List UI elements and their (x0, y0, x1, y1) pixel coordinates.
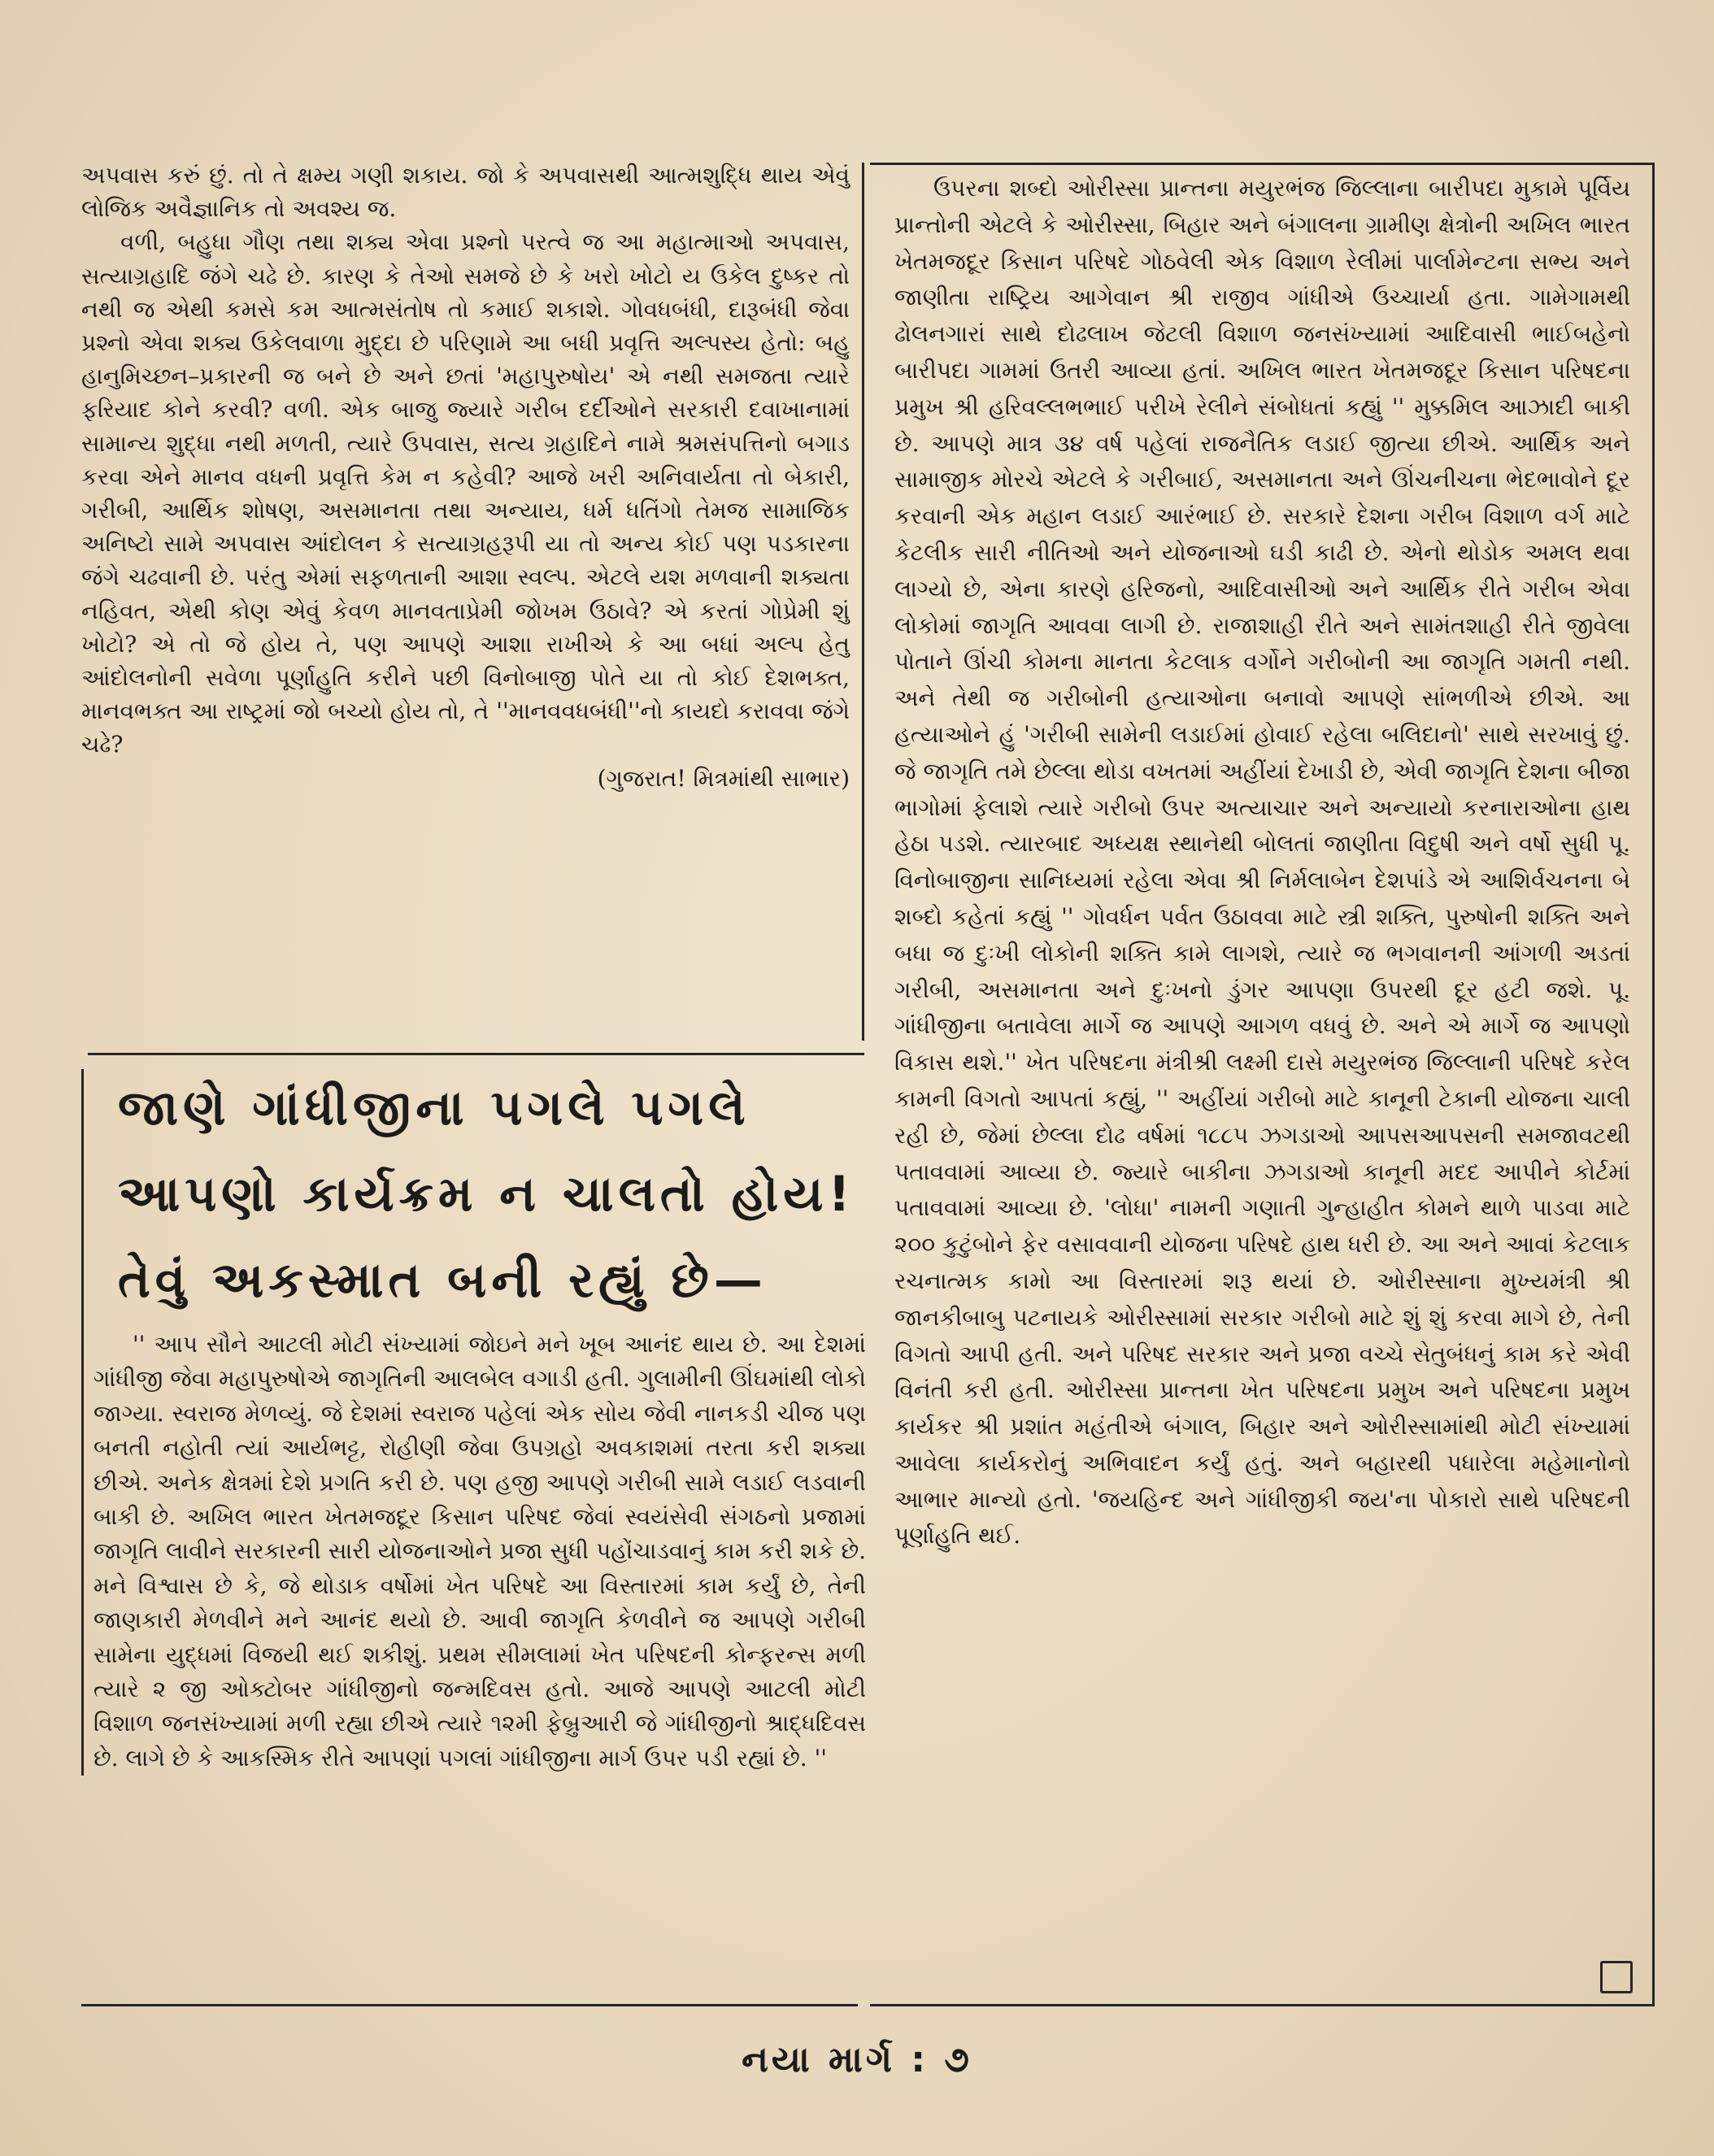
column-divider-vertical (862, 163, 864, 1041)
left-column-article (81, 159, 850, 796)
bottom-rule-left (81, 2004, 858, 2006)
feature-article (81, 1069, 866, 1776)
section-divider-horizontal (88, 1053, 864, 1055)
frame-bottom-right (870, 2004, 1655, 2006)
headline-line-1: જાણે ગાંધીજીના પગલે પગલે (118, 1080, 750, 1137)
page-footer: નયા માર્ગ : ૭ (742, 2039, 972, 2080)
end-mark-icon (1600, 1961, 1633, 1993)
headline-line-3: તેવું અકસ્માત બની રહ્યું છે— (118, 1252, 768, 1309)
headline-line-2: આપણો કાર્યક્રમ ન ચાલતો હોય! (118, 1166, 855, 1223)
left-paragraph-2: વળી, બહુધા ગૌણ તથા શક્ય એવા પ્રશ્નો પરત્વે જ આ મહાત્માઓ અપવાસ, સત્યાગ્રહાદિ જંગે ચઢે છે. કારણ કે તેઓ સમજે છે કે ખરો ખોટો ય ઉકેલ દુષ્કર તો નથી જ એથી કમસે કમ આત્મસંતોષ તો કમાઈ શકાશે. ગોવધબંધી, દારૂબંધી જેવા પ્રશ્નો એવા શક્ય ઉકેલવાળા મુદ્દા છે પરિણામે આ બધી પ્રવૃત્તિ અલ્પસ્ય હેતો: બહુ હાનુમિચ્છન–પ્રકારની જ બને છે અને છતાં 'મહાપુરુષોય' એ નથી સમજતા ત્યારે ફરિયાદ કોને કરવી? વળી. એક બાજુ જ્યારે ગરીબ દર્દીઓને સરકારી દવાખાનામાં સામાન્ય શુદ્ધા નથી મળતી, ત્યારે ઉપવાસ, સત્ય ગ્રહાદિને નામે શ્રમસંપત્તિનો બગાડ કરવા એને માનવ વધની પ્રવૃત્તિ કેમ ન કહેવી? આજે ખરી અનિવાર્યતા તો બેકારી, ગરીબી, આર્થિક શોષણ, અસમાનતા તથા અન્યાય, ધર્મ ધતિંગો તેમજ સામાજિક અનિષ્ટો સામે અપવાસ આંદોલન કે સત્યાગ્રહરૂપી યા તો અન્ય કોઈ પણ પડકારના જંગે ચઢવાની છે. પરંતુ એમાં સફળતાની આશા સ્વલ્પ. એટલે યશ મળવાની શક્યતા નહિવત, એથી કોણ એવું કેવળ માનવતાપ્રેમી જોખમ ઉઠાવે? એ કરતાં ગોપ્રેમી શું ખોટો? એ તો જે હોય તે, પણ આપણે આશા રાખીએ કે આ બધાં અલ્પ હેતુ આંદોલનોની સવેળા પૂર્ણાહુતિ કરીને પછી વિનોબાજી પોતે યા તો કોઈ દેશભક્ત, માનવભક્ત આ રાષ્ટ્રમાં જો બચ્યો હોય તો, તે ''માનવવધબંધી''નો કાયદો કરાવવા જંગે ચઢે? (81, 228, 850, 759)
right-paragraph-1: ઉપરના શબ્દો ઓરીસ્સા પ્રાન્તના મયુરભંજ જિલ્લાના બારીપદા મુકામે પૂર્વિય પ્રાન્તોની એટલે કે ઓરીસ્સા, બિહાર અને બંગાલના ગ્રામીણ ક્ષેત્રોની અખિલ ભારત ખેતમજદૂર કિસાન પરિષદે ગોઠવેલી એક વિશાળ રેલીમાં પાર્લામેન્ટના સભ્ય અને જાણીતા રાષ્ટ્રિય આગેવાન શ્રી રાજીવ ગાંધીએ ઉચ્ચાર્યા હતા. ગામેગામથી ઢોલનગારાં સાથે દોઢલાખ જેટલી વિશાળ જનસંખ્યામાં આદિવાસી ભાઈબહેનો બારીપદા ગામમાં ઉતરી આવ્યા હતાં. અખિલ ભારત ખેતમજદૂર કિસાન પરિષદના પ્રમુખ શ્રી હરિવલ્લભભાઈ પરીખે રેલીને સંબોધતાં કહ્યું '' મુક્કમિલ આઝાદી બાકી છે. આપણે માત્ર ૩૪ વર્ષ પહેલાં રાજનૈતિક લડાઈ જીત્યા છીએ. આર્થિક અને સામાજીક મોરચે એટલે કે ગરીબાઈ, અસમાનતા અને ઊંચનીચના ભેદભાવોને દૂર કરવાની એક મહાન લડાઈ આરંભાઈ છે. સરકારે દેશના ગરીબ વિશાળ વર્ગ માટે કેટલીક સારી નીતિઓ અને યોજનાઓ ઘડી કાઢી છે. એનો થોડોક અમલ થવા લાગ્યો છે, એના કારણે હરિજનો, આદિવાસીઓ અને આર્થિક રીતે ગરીબ એવા લોકોમાં જાગૃતિ આવવા લાગી છે. રાજાશાહી રીતે અને સામંતશાહી રીતે જીવેલા પોતાને ઊંચી કોમના માનતા કેટલાક વર્ગોને ગરીબોની આ જાગૃતિ ગમતી નથી. અને તેથી જ ગરીબોની હત્યાઓના બનાવો આપણે સાંભળીએ છીએ. આ હત્યાઓને હું 'ગરીબી સામેની લડાઈમાં હોવાઈ રહેલા બલિદાનો' સાથે સરખાવું છું. જે જાગૃતિ તમે છેલ્લા થોડા વખતમાં અહીંયાં દેખાડી છે, એવી જાગૃતિ દેશના બીજા ભાગોમાં ફેલાશે ત્યારે ગરીબો ઉપર અત્યાચાર અને અન્યાયો કરનારાઓના હાથ હેઠા પડશે. ત્યારબાદ અધ્યક્ષ સ્થાનેથી બોલતાં જાણીતા વિદુષી અને વર્ષો સુધી પૂ. વિનોબાજીના સાનિધ્યમાં રહેલા એવા શ્રી નિર્મલાબેન દેશપાંડે એ આશિર્વચનના બે શબ્દો કહેતાં કહ્યું '' ગોવર્ધન પર્વત ઉઠાવવા માટે સ્ત્રી શક્તિ, પુરુષોની શક્તિ અને બધા જ દુઃખી લોકોની શક્તિ કામે લાગશે, ત્યારે જ ભગવાનની આંગળી અડતાં ગરીબી, અસમાનતા અને દુઃખનો ડુંગર આપણા ઉપરથી દૂર હટી જશે. પૂ. ગાંધીજીના બતાવેલા માર્ગે જ આપણે આગળ વધવું છે. અને એ માર્ગે જ આપણો વિકાસ થશે.'' ખેત પરિષદના મંત્રીશ્રી લક્ષ્મી દાસે મયુરભંજ જિલ્લાની પરિષદે કરેલ કામની વિગતો આપતાં કહ્યું, '' અહીંયાં ગરીબો માટે કાનૂની ટેકાની યોજના ચાલી રહી છે, જેમાં છેલ્લા દોઢ વર્ષમાં ૧૮૮૫ ઝગડાઓ આપસઆપસની સમજાવટથી પતાવવામાં આવ્યા છે. જ્યારે બાકીના ઝગડાઓ કાનૂની મદદ આપીને કોર્ટમાં પતાવવામાં આવ્યા છે. 'લોધા' નામની ગણાતી ગુન્હાહીત કોમને થાળે પાડવા માટે ૨૦૦ કુટુંબોને ફેર વસાવવાની યોજના પરિષદે હાથ ધરી છે. આ અને આવાં કેટલાક રચનાત્મક કામો આ વિસ્તારમાં શરૂ થયાં છે. ઓરીસ્સાના મુખ્યમંત્રી શ્રી જાનકીબાબુ પટનાયકે ઓરીસ્સામાં સરકાર ગરીબો માટે શું શું કરવા માગે છે, તેની વિગતો આપી હતી. અને પરિષદ સરકાર અને પ્રજા વચ્ચે સેતુબંધનું કામ કરે એવી વિનંતી કરી હતી. ઓરીસ્સા પ્રાન્તના ખેત પરિષદના પ્રમુખ અને પરિષદના પ્રમુખ કાર્યકર શ્રી પ્રશાંત મહંતીએ બંગાલ, બિહાર અને ઓરીસ્સામાંથી મોટી સંખ્યામાં આવેલા કાર્યકરોનું અભિવાદન કર્યું હતું. અને બહારથી પધારેલા મહેમાનોનો આભાર માન્યો હતો. 'જયહિન્દ અને ગાંધીજીકી જય'ના પોકારો સાથે પરિષદની પૂર્ણાહુતિ થઈ. (894, 175, 1630, 1550)
source-credit: (ગુજરાત! મિત્રમાંથી સાભાર) (597, 764, 850, 792)
right-column-article (894, 171, 1630, 1554)
frame-right-edge (1652, 163, 1655, 2004)
left-paragraph-1: અપવાસ કરું છું. તો તે ક્ષમ્ય ગણી શકાય. જો કે અપવાસથી આત્મશુદ્ધિ થાય એવું લોજિક અવૈજ્ઞાનિક તો અવશ્ય જ. (81, 162, 850, 223)
frame-top-right (870, 163, 1655, 165)
quote-paragraph: '' આપ સૌને આટલી મોટી સંખ્યામાં જોઇને મને ખૂબ આનંદ થાય છે. આ દેશમાં ગાંધીજી જેવા મહાપુરુષોએ જાગૃતિની આલબેલ વગાડી હતી. ગુલામીની ઊંઘમાંથી લોકો જાગ્યા. સ્વરાજ મેળવ્યું. જે દેશમાં સ્વરાજ પહેલાં એક સોય જેવી નાનકડી ચીજ પણ બનતી નહોતી ત્યાં આર્યભટ્ટ, રોહીણી જેવા ઉપગ્રહો અવકાશમાં તરતા કરી શક્યા છીએ. અનેક ક્ષેત્રમાં દેશે પ્રગતિ કરી છે. પણ હજી આપણે ગરીબી સામે લડાઈ લડવાની બાકી છે. અખિલ ભારત ખેતમજદૂર કિસાન પરિષદ જેવાં સ્વયંસેવી સંગઠનો પ્રજામાં જાગૃતિ લાવીને સરકારની સારી યોજનાઓને પ્રજા સુધી પહોંચાડવાનું કામ કરી શકે છે. મને વિશ્વાસ છે કે, જે થોડાક વર્ષોમાં ખેત પરિષદે આ વિસ્તારમાં કામ કર્યું છે, તેની જાણકારી મેળવીને મને આનંદ થયો છે. આવી જાગૃતિ કેળવીને જ આપણે ગરીબી સામેના યુદ્ધમાં વિજયી થઈ શકીશું. પ્રથમ સીમલામાં ખેત પરિષદની કોન્ફરન્સ મળી ત્યારે ૨ જી ઓક્ટોબર ગાંધીજીનો જન્મદિવસ હતો. આજે આપણે આટલી મોટી વિશાળ જનસંખ્યામાં મળી રહ્યા છીએ ત્યારે ૧૨મી ફેબ્રુઆરી જે ગાંધીજીનો શ્રાદ્ધદિવસ છે. લાગે છે કે આકસ્મિક રીતે આપણાં પગલાં ગાંધીજીના માર્ગ ઉપર પડી રહ્યાં છે. '' (94, 1331, 866, 1771)
